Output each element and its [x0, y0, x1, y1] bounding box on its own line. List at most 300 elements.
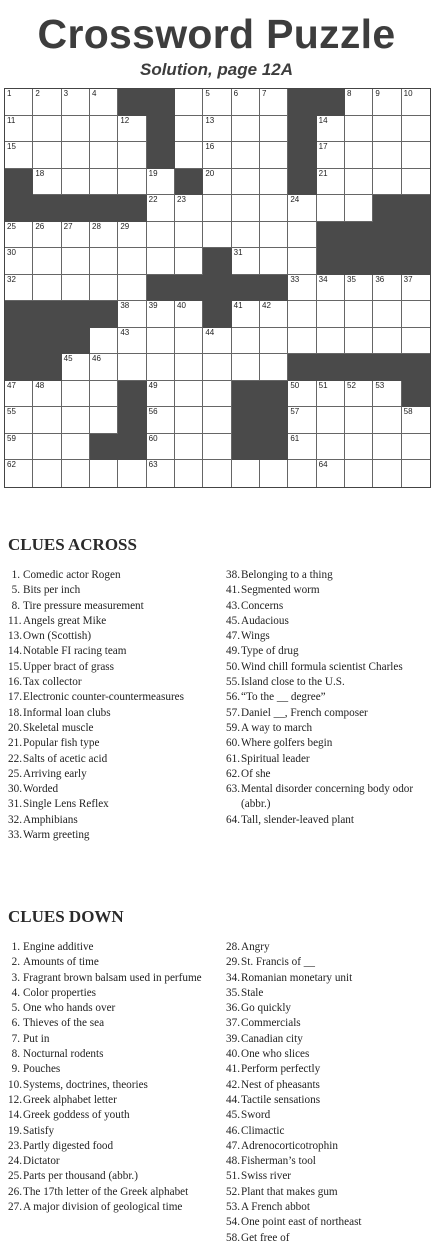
grid-cell[interactable]: [203, 222, 231, 249]
clue-number: 34: [318, 274, 328, 284]
grid-cell[interactable]: [62, 142, 90, 169]
grid-cell[interactable]: [203, 195, 231, 222]
clue-item-text: Type of drug: [241, 645, 299, 658]
clue-item-number: 10.: [8, 1078, 22, 1091]
clue-item: [8, 568, 223, 583]
grid-cell[interactable]: [90, 328, 118, 355]
grid-cell[interactable]: [33, 169, 61, 196]
grid-cell[interactable]: [33, 248, 61, 275]
clue-number: 2: [35, 89, 40, 98]
grid-cell[interactable]: [90, 354, 118, 381]
grid-cell[interactable]: [175, 301, 203, 328]
grid-cell[interactable]: [232, 89, 260, 116]
grid-cell[interactable]: [317, 460, 345, 487]
grid-cell[interactable]: [345, 116, 373, 143]
grid-cell[interactable]: [232, 222, 260, 249]
clue-number: 37: [403, 274, 413, 284]
grid-cell[interactable]: [345, 407, 373, 434]
clue-number: 61: [290, 433, 300, 443]
grid-cell[interactable]: [260, 354, 288, 381]
grid-cell[interactable]: [373, 460, 401, 487]
clue-item-text: Single Lens Reflex: [23, 798, 109, 811]
grid-cell[interactable]: [345, 195, 373, 222]
clue-item-number: 2.: [11, 956, 20, 969]
grid-cell[interactable]: [118, 301, 146, 328]
grid-cell[interactable]: [288, 407, 316, 434]
grid-cell[interactable]: [402, 301, 430, 328]
clue-item-number: 57.: [226, 706, 240, 719]
clue-item: [226, 629, 431, 644]
grid-cell[interactable]: [5, 407, 33, 434]
clue-item: [8, 644, 223, 659]
grid-cell[interactable]: [118, 460, 146, 487]
clue-item: [8, 675, 223, 690]
clue-number: 55: [7, 407, 16, 417]
grid-cell[interactable]: [175, 354, 203, 381]
clue-number: 32: [7, 274, 16, 284]
grid-cell[interactable]: [317, 301, 345, 328]
clue-item-text: Tall, slender-leaved plant: [241, 813, 354, 826]
clue-item-text: Tire pressure measurement: [23, 599, 144, 612]
grid-block: [345, 354, 373, 381]
grid-cell[interactable]: [288, 275, 316, 302]
grid-cell[interactable]: [90, 248, 118, 275]
grid-cell[interactable]: [33, 89, 61, 116]
grid-cell[interactable]: [345, 381, 373, 408]
grid-cell[interactable]: [288, 195, 316, 222]
grid-cell[interactable]: [33, 381, 61, 408]
grid-cell[interactable]: [373, 89, 401, 116]
clue-item-text: Wings: [241, 630, 270, 643]
clue-item-text: Mental disorder concerning body odor (abbr.): [241, 783, 414, 811]
clue-item-number: 14.: [8, 1109, 22, 1122]
grid-cell[interactable]: [402, 434, 430, 461]
grid-block: [373, 222, 401, 249]
clue-item-text: Concerns: [241, 599, 284, 612]
grid-cell[interactable]: [118, 354, 146, 381]
clue-item-number: 50.: [226, 660, 240, 673]
clue-item-text: A French abbot: [241, 1201, 310, 1214]
grid-cell[interactable]: [62, 460, 90, 487]
grid-cell[interactable]: [260, 460, 288, 487]
grid-cell[interactable]: [373, 275, 401, 302]
grid-cell[interactable]: [90, 407, 118, 434]
clue-item-number: 38.: [226, 569, 240, 581]
grid-cell[interactable]: [62, 407, 90, 434]
grid-block: [5, 169, 33, 196]
grid-cell[interactable]: [232, 354, 260, 381]
clue-item-text: Angry: [241, 941, 270, 953]
grid-cell[interactable]: [203, 407, 231, 434]
grid-cell[interactable]: [33, 407, 61, 434]
grid-cell[interactable]: [260, 301, 288, 328]
grid-block: [288, 89, 316, 116]
grid-block: [373, 248, 401, 275]
clue-item-number: 3.: [11, 971, 20, 984]
grid-block: [147, 89, 175, 116]
grid-cell[interactable]: [373, 407, 401, 434]
clue-number: 38: [120, 301, 130, 311]
grid-cell[interactable]: [373, 434, 401, 461]
clue-number: 29: [120, 221, 130, 231]
clue-item: [8, 1139, 223, 1154]
clue-item-number: 7.: [11, 1032, 20, 1045]
grid-cell[interactable]: [62, 169, 90, 196]
grid-cell[interactable]: [373, 381, 401, 408]
clue-item-text: The 17th letter of the Greek alphabet: [23, 1185, 189, 1198]
clue-item: [8, 797, 223, 812]
clue-item-number: 15.: [8, 660, 22, 673]
grid-cell[interactable]: [5, 460, 33, 487]
clue-item: [8, 1154, 223, 1169]
clue-item: [226, 568, 431, 583]
grid-cell[interactable]: [147, 222, 175, 249]
grid-cell[interactable]: [402, 116, 430, 143]
clue-item-text: Notable FI racing team: [23, 645, 127, 658]
grid-cell[interactable]: [260, 248, 288, 275]
clue-item: [226, 706, 431, 721]
grid-cell[interactable]: [90, 222, 118, 249]
grid-cell[interactable]: [90, 89, 118, 116]
grid-cell[interactable]: [232, 460, 260, 487]
grid-cell[interactable]: [5, 381, 33, 408]
grid-cell[interactable]: [345, 460, 373, 487]
grid-block: [288, 116, 316, 143]
clue-number: 27: [63, 221, 73, 231]
grid-block: [402, 222, 430, 249]
grid-cell[interactable]: [62, 275, 90, 302]
clue-number: 9: [375, 89, 380, 98]
clue-item-number: 5.: [11, 1002, 20, 1015]
grid-cell[interactable]: [175, 381, 203, 408]
grid-cell[interactable]: [62, 89, 90, 116]
grid-block: [260, 275, 288, 302]
grid-cell[interactable]: [373, 142, 401, 169]
grid-cell[interactable]: [118, 222, 146, 249]
grid-cell[interactable]: [147, 195, 175, 222]
clue-number: 44: [205, 327, 215, 337]
grid-block: [203, 275, 231, 302]
clue-item-number: 51.: [226, 1170, 240, 1183]
grid-cell[interactable]: [118, 169, 146, 196]
grid-cell[interactable]: [5, 142, 33, 169]
grid-block: [232, 434, 260, 461]
grid-block: [33, 195, 61, 222]
clue-item-text: Swiss river: [241, 1170, 292, 1183]
clue-item-number: 13.: [8, 630, 22, 643]
grid-cell[interactable]: [175, 116, 203, 143]
grid-cell[interactable]: [232, 248, 260, 275]
clue-item: [226, 1032, 431, 1047]
grid-cell[interactable]: [317, 195, 345, 222]
grid-cell[interactable]: [203, 328, 231, 355]
grid-cell[interactable]: [345, 275, 373, 302]
clue-item-number: 4.: [11, 986, 20, 999]
grid-cell[interactable]: [317, 169, 345, 196]
grid-cell[interactable]: [260, 142, 288, 169]
grid-cell[interactable]: [90, 381, 118, 408]
clue-item-text: Comedic actor Rogen: [23, 569, 121, 581]
grid-cell[interactable]: [118, 328, 146, 355]
grid-cell[interactable]: [203, 142, 231, 169]
clue-item-number: 30.: [8, 783, 22, 796]
clue-item: [226, 1215, 431, 1230]
clues-across-left-column: [8, 568, 223, 843]
grid-cell[interactable]: [260, 89, 288, 116]
clue-item-text: Where golfers begin: [241, 737, 333, 750]
clues-down-heading: CLUES DOWN: [8, 907, 124, 926]
grid-cell[interactable]: [175, 142, 203, 169]
grid-cell[interactable]: [402, 328, 430, 355]
grid-cell[interactable]: [373, 169, 401, 196]
clue-item-number: 63.: [226, 783, 240, 796]
grid-cell[interactable]: [33, 142, 61, 169]
grid-cell[interactable]: [288, 381, 316, 408]
clue-item: [226, 1185, 431, 1200]
grid-cell[interactable]: [345, 89, 373, 116]
grid-cell[interactable]: [147, 434, 175, 461]
clue-item: [8, 1169, 223, 1184]
clue-number: 12: [120, 115, 130, 125]
grid-cell[interactable]: [373, 328, 401, 355]
clue-item: [226, 599, 431, 614]
grid-cell[interactable]: [345, 142, 373, 169]
grid-cell[interactable]: [232, 195, 260, 222]
clue-item-number: 17.: [8, 691, 22, 704]
grid-block: [402, 354, 430, 381]
grid-cell[interactable]: [345, 301, 373, 328]
grid-cell[interactable]: [5, 275, 33, 302]
grid-cell[interactable]: [402, 142, 430, 169]
clue-number: 53: [375, 380, 385, 390]
grid-cell[interactable]: [62, 222, 90, 249]
grid-cell[interactable]: [147, 328, 175, 355]
clue-item-number: 1.: [11, 941, 20, 953]
grid-cell[interactable]: [175, 195, 203, 222]
grid-cell[interactable]: [402, 275, 430, 302]
grid-cell[interactable]: [147, 354, 175, 381]
grid-cell[interactable]: [5, 89, 33, 116]
clue-item: [8, 614, 223, 629]
clue-item: [226, 1108, 431, 1123]
clue-item-text: Warm greeting: [23, 829, 90, 842]
grid-cell[interactable]: [147, 248, 175, 275]
grid-cell[interactable]: [345, 169, 373, 196]
grid-cell[interactable]: [90, 275, 118, 302]
grid-cell[interactable]: [203, 381, 231, 408]
clue-item-text: One who hands over: [23, 1002, 116, 1015]
grid-cell[interactable]: [203, 116, 231, 143]
grid-cell[interactable]: [147, 407, 175, 434]
grid-cell[interactable]: [402, 460, 430, 487]
clue-item: [8, 721, 223, 736]
grid-cell[interactable]: [402, 89, 430, 116]
grid-cell[interactable]: [118, 116, 146, 143]
clue-item-text: A way to march: [241, 721, 313, 734]
clue-item: [226, 1093, 431, 1108]
clue-item-text: Parts per thousand (abbr.): [23, 1170, 138, 1183]
grid-cell[interactable]: [175, 460, 203, 487]
grid-cell[interactable]: [147, 460, 175, 487]
grid-cell[interactable]: [402, 169, 430, 196]
clue-number: 59: [7, 433, 16, 443]
clue-item: [226, 1154, 431, 1169]
clue-item: [226, 1231, 431, 1246]
grid-block: [345, 222, 373, 249]
clue-number: 19: [148, 168, 158, 178]
grid-cell[interactable]: [175, 328, 203, 355]
grid-block: [33, 301, 61, 328]
grid-cell[interactable]: [62, 354, 90, 381]
grid-cell[interactable]: [62, 381, 90, 408]
grid-block: [317, 354, 345, 381]
clue-item: [8, 782, 223, 797]
clue-item-text: Daniel __, French composer: [241, 706, 368, 719]
clue-item: [226, 955, 431, 970]
grid-cell[interactable]: [147, 381, 175, 408]
grid-cell[interactable]: [62, 116, 90, 143]
grid-cell[interactable]: [260, 169, 288, 196]
clue-number: 8: [347, 89, 352, 98]
grid-cell[interactable]: [203, 434, 231, 461]
clue-item-number: 44.: [226, 1093, 240, 1106]
grid-cell[interactable]: [232, 328, 260, 355]
grid-cell[interactable]: [33, 434, 61, 461]
grid-cell[interactable]: [373, 301, 401, 328]
grid-cell[interactable]: [232, 169, 260, 196]
clue-item-text: Bits per inch: [23, 584, 81, 597]
grid-cell[interactable]: [33, 222, 61, 249]
clue-number: 14: [318, 115, 328, 125]
clue-item-number: 59.: [226, 721, 240, 734]
grid-cell[interactable]: [118, 248, 146, 275]
grid-cell[interactable]: [288, 460, 316, 487]
grid-cell[interactable]: [373, 116, 401, 143]
clue-number: 17: [318, 142, 328, 152]
clue-number: 5: [205, 89, 210, 98]
clue-item-text: Tactile sensations: [241, 1093, 321, 1106]
clue-number: 64: [318, 460, 328, 470]
grid-cell[interactable]: [345, 328, 373, 355]
grid-cell[interactable]: [33, 275, 61, 302]
clue-number: 63: [148, 460, 158, 470]
grid-cell[interactable]: [288, 222, 316, 249]
grid-cell[interactable]: [288, 434, 316, 461]
grid-cell[interactable]: [317, 328, 345, 355]
grid-cell[interactable]: [288, 328, 316, 355]
grid-cell[interactable]: [260, 328, 288, 355]
grid-cell[interactable]: [232, 142, 260, 169]
clue-item-number: 53.: [226, 1201, 240, 1214]
clue-item-number: 45.: [226, 1109, 240, 1122]
clue-item-number: 24.: [8, 1155, 22, 1168]
grid-cell[interactable]: [118, 275, 146, 302]
grid-cell[interactable]: [260, 195, 288, 222]
clue-number: 18: [35, 168, 45, 178]
grid-cell[interactable]: [288, 301, 316, 328]
clues-across-heading: CLUES ACROSS: [8, 535, 137, 554]
clue-item-text: Audacious: [241, 614, 289, 627]
grid-cell[interactable]: [260, 222, 288, 249]
grid-cell[interactable]: [317, 116, 345, 143]
clue-item-text: Salts of acetic acid: [23, 752, 108, 765]
clue-item: [226, 986, 431, 1001]
grid-cell[interactable]: [5, 248, 33, 275]
grid-cell[interactable]: [33, 116, 61, 143]
grid-cell[interactable]: [317, 381, 345, 408]
clue-number: 42: [262, 301, 271, 311]
grid-cell[interactable]: [5, 222, 33, 249]
grid-cell[interactable]: [33, 460, 61, 487]
grid-cell[interactable]: [345, 434, 373, 461]
grid-cell[interactable]: [317, 434, 345, 461]
clue-item-number: 20.: [8, 721, 22, 734]
grid-cell[interactable]: [5, 116, 33, 143]
clue-item-text: Get free of: [241, 1231, 290, 1244]
grid-cell[interactable]: [232, 301, 260, 328]
grid-block: [232, 275, 260, 302]
grid-cell[interactable]: [90, 460, 118, 487]
grid-cell[interactable]: [90, 169, 118, 196]
grid-cell[interactable]: [175, 434, 203, 461]
grid-cell[interactable]: [175, 89, 203, 116]
grid-block: [402, 381, 430, 408]
grid-cell[interactable]: [317, 407, 345, 434]
grid-cell[interactable]: [203, 169, 231, 196]
clue-item: [8, 767, 223, 782]
clue-item-text: “To the __ degree”: [241, 691, 326, 704]
grid-cell[interactable]: [203, 354, 231, 381]
grid-cell[interactable]: [175, 248, 203, 275]
clues-down-right-column: [226, 940, 431, 1246]
grid-cell[interactable]: [62, 434, 90, 461]
clue-item-text: Fisherman’s tool: [241, 1155, 316, 1168]
clue-item: [8, 1047, 223, 1062]
clue-number: 51: [318, 380, 328, 390]
grid-cell[interactable]: [118, 142, 146, 169]
grid-cell[interactable]: [62, 248, 90, 275]
grid-cell[interactable]: [203, 89, 231, 116]
grid-cell[interactable]: [232, 116, 260, 143]
grid-cell[interactable]: [317, 142, 345, 169]
grid-cell[interactable]: [203, 460, 231, 487]
grid-cell[interactable]: [402, 407, 430, 434]
clue-number: 47: [7, 380, 16, 390]
grid-cell[interactable]: [260, 116, 288, 143]
grid-cell[interactable]: [175, 222, 203, 249]
grid-cell[interactable]: [175, 407, 203, 434]
clue-item-number: 22.: [8, 752, 22, 765]
clue-item-text: Own (Scottish): [23, 630, 92, 643]
clue-item-number: 40.: [226, 1048, 240, 1061]
clue-item-text: Greek goddess of youth: [23, 1109, 130, 1122]
grid-cell[interactable]: [317, 275, 345, 302]
grid-cell[interactable]: [288, 248, 316, 275]
grid-cell[interactable]: [90, 142, 118, 169]
clue-item: [8, 1185, 223, 1200]
grid-block: [147, 142, 175, 169]
grid-cell[interactable]: [147, 301, 175, 328]
clue-item-number: 29.: [226, 956, 240, 969]
clue-number: 45: [63, 354, 73, 364]
grid-cell[interactable]: [147, 169, 175, 196]
clue-item: [8, 940, 223, 955]
clue-item: [226, 1169, 431, 1184]
grid-cell[interactable]: [5, 434, 33, 461]
clue-item: [226, 1016, 431, 1031]
grid-cell[interactable]: [90, 116, 118, 143]
grid-block: [33, 354, 61, 381]
